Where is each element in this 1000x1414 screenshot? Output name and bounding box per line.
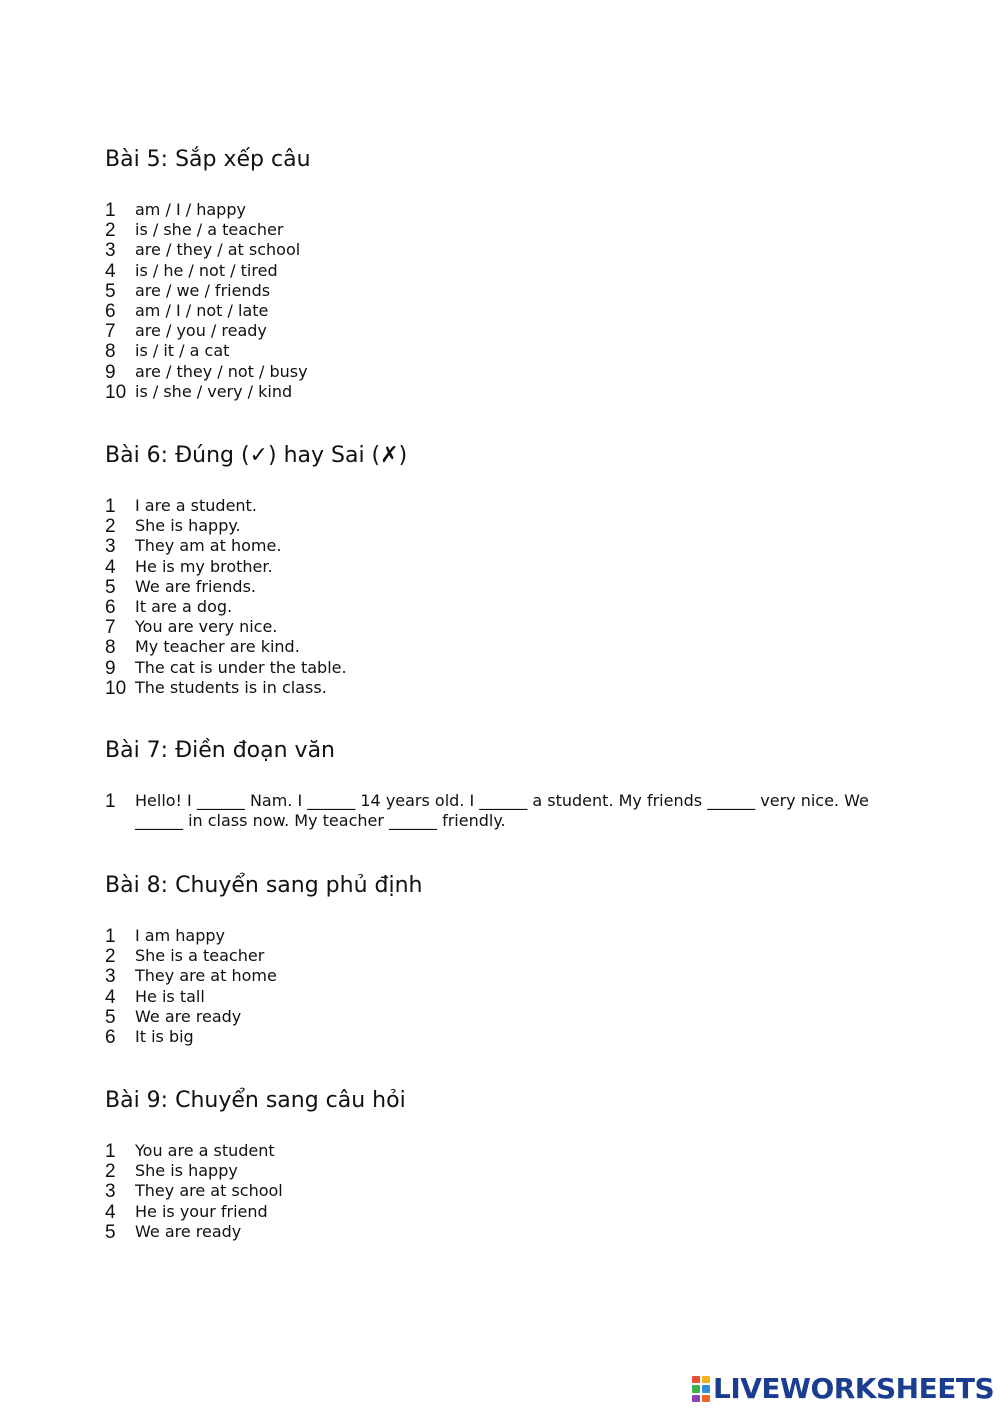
- item-number: 8: [105, 637, 116, 659]
- item-text: is / it / a cat: [135, 341, 230, 361]
- item-text: They are at home: [135, 966, 277, 986]
- logo-mark-block: [702, 1385, 710, 1392]
- list-item: [105, 637, 905, 657]
- item-text: We are friends.: [135, 576, 256, 596]
- item-number: 1: [105, 791, 116, 812]
- item-text: I am happy: [135, 926, 226, 945]
- item-number: 5: [105, 576, 116, 598]
- item-text: You are a student: [135, 1141, 275, 1160]
- item-text: My teacher are kind.: [135, 637, 300, 657]
- item-text: We are ready: [135, 1006, 242, 1026]
- logo-mark-block: [692, 1376, 700, 1383]
- logo-text: LIVEWORKSHEETS: [713, 1372, 995, 1405]
- item-text: are / they / at school: [135, 240, 301, 260]
- item-text: They are at school: [135, 1181, 283, 1201]
- item-text: She is happy.: [135, 516, 241, 536]
- item-text: are / they / not / busy: [135, 361, 308, 381]
- item-number: 7: [105, 617, 116, 639]
- list-item: [105, 926, 905, 946]
- liveworksheets-logo: [692, 1374, 994, 1404]
- list-item: [105, 966, 905, 986]
- section-bai-6: [105, 441, 905, 698]
- item-text: We are ready: [135, 1221, 242, 1241]
- section-title: Bài 7: Điền đoạn văn: [105, 738, 336, 763]
- item-number: 4: [105, 260, 116, 282]
- item-text: are / we / friends: [135, 280, 271, 300]
- list-item: [105, 200, 905, 220]
- logo-mark-block: [702, 1376, 710, 1383]
- item-number: 4: [105, 1201, 116, 1223]
- item-number: 6: [105, 300, 116, 322]
- item-number: 5: [105, 1006, 116, 1028]
- item-list: [105, 791, 905, 831]
- item-text: is / she / a teacher: [135, 220, 284, 240]
- liveworksheets-logo-icon: [692, 1376, 710, 1402]
- item-text: The cat is under the table.: [135, 657, 347, 677]
- list-item: [105, 301, 905, 321]
- item-number: 10: [105, 677, 127, 699]
- list-item: [105, 1141, 905, 1161]
- list-item: [105, 557, 905, 577]
- list-item: [105, 597, 905, 617]
- item-number: 1: [105, 496, 116, 517]
- item-text: is / he / not / tired: [135, 260, 278, 280]
- list-item: [105, 341, 905, 361]
- section-bai-7: [105, 736, 905, 831]
- item-number: 10: [105, 381, 127, 403]
- item-number: 6: [105, 1026, 116, 1048]
- logo-mark-block: [692, 1385, 700, 1392]
- item-number: 1: [105, 926, 116, 947]
- item-number: 4: [105, 556, 116, 578]
- section-title: Bài 5: Sắp xếp câu: [105, 147, 311, 172]
- item-text: He is my brother.: [135, 556, 273, 576]
- item-number: 1: [105, 200, 116, 221]
- section-title: Bài 8: Chuyển sang phủ định: [105, 873, 423, 898]
- item-text: It are a dog.: [135, 596, 233, 616]
- section-bai-8: [105, 871, 905, 1047]
- logo-mark-block: [692, 1395, 700, 1402]
- item-number: 8: [105, 341, 116, 363]
- list-item: [105, 1222, 905, 1242]
- list-item: [105, 946, 905, 966]
- list-item: [105, 281, 905, 301]
- list-item: [105, 1007, 905, 1027]
- item-text: is / she / very / kind: [135, 381, 293, 401]
- item-number: 5: [105, 280, 116, 302]
- item-text: are / you / ready: [135, 321, 267, 341]
- item-number: 5: [105, 1221, 116, 1243]
- item-number: 2: [105, 946, 116, 968]
- list-item: [105, 1027, 905, 1047]
- paragraph-text: Hello! I ______ Nam. I ______ 14 years old. I ______ a student. My friends ______ very nice. We ______ in class now. My teacher ______ friendly.: [135, 791, 869, 831]
- list-item: [105, 240, 905, 260]
- list-item: [105, 1181, 905, 1201]
- section-bai-9: [105, 1086, 905, 1242]
- item-number: 3: [105, 966, 116, 988]
- item-text: You are very nice.: [135, 617, 278, 637]
- item-list: [105, 1141, 905, 1242]
- item-text: The students is in class.: [135, 677, 327, 697]
- list-item: [105, 1202, 905, 1222]
- list-item: [105, 321, 905, 341]
- item-number: 9: [105, 361, 116, 383]
- item-text: am / I / not / late: [135, 300, 269, 320]
- item-text: He is tall: [135, 986, 205, 1006]
- list-item: [105, 362, 905, 382]
- section-title: Bài 6: Đúng (✓) hay Sai (✗): [105, 443, 408, 468]
- logo-mark-block: [702, 1395, 710, 1402]
- list-item: [105, 987, 905, 1007]
- list-item: [105, 617, 905, 637]
- list-item: [105, 791, 905, 831]
- list-item: [105, 536, 905, 556]
- item-number: 4: [105, 986, 116, 1008]
- item-number: 9: [105, 657, 116, 679]
- item-text: They am at home.: [135, 536, 282, 556]
- list-item: [105, 382, 905, 402]
- list-item: [105, 678, 905, 698]
- item-text: am / I / happy: [135, 200, 246, 219]
- section-title: Bài 9: Chuyển sang câu hỏi: [105, 1088, 406, 1113]
- item-number: 7: [105, 321, 116, 343]
- item-text: She is a teacher: [135, 946, 265, 966]
- item-number: 2: [105, 516, 116, 538]
- item-text: She is happy: [135, 1161, 238, 1181]
- item-number: 3: [105, 240, 116, 262]
- item-number: 2: [105, 220, 116, 242]
- list-item: [105, 496, 905, 516]
- item-number: 3: [105, 1181, 116, 1203]
- section-bai-5: [105, 145, 905, 402]
- list-item: [105, 577, 905, 597]
- item-text: He is your friend: [135, 1201, 268, 1221]
- list-item: [105, 220, 905, 240]
- list-item: [105, 261, 905, 281]
- item-text: It is big: [135, 1026, 194, 1046]
- item-text: I are a student.: [135, 496, 257, 515]
- list-item: [105, 658, 905, 678]
- item-number: 6: [105, 596, 116, 618]
- item-list: [105, 200, 905, 402]
- list-item: [105, 1161, 905, 1181]
- item-list: [105, 496, 905, 698]
- list-item: [105, 516, 905, 536]
- item-number: 3: [105, 536, 116, 558]
- item-number: 1: [105, 1141, 116, 1162]
- item-number: 2: [105, 1161, 116, 1183]
- item-list: [105, 926, 905, 1047]
